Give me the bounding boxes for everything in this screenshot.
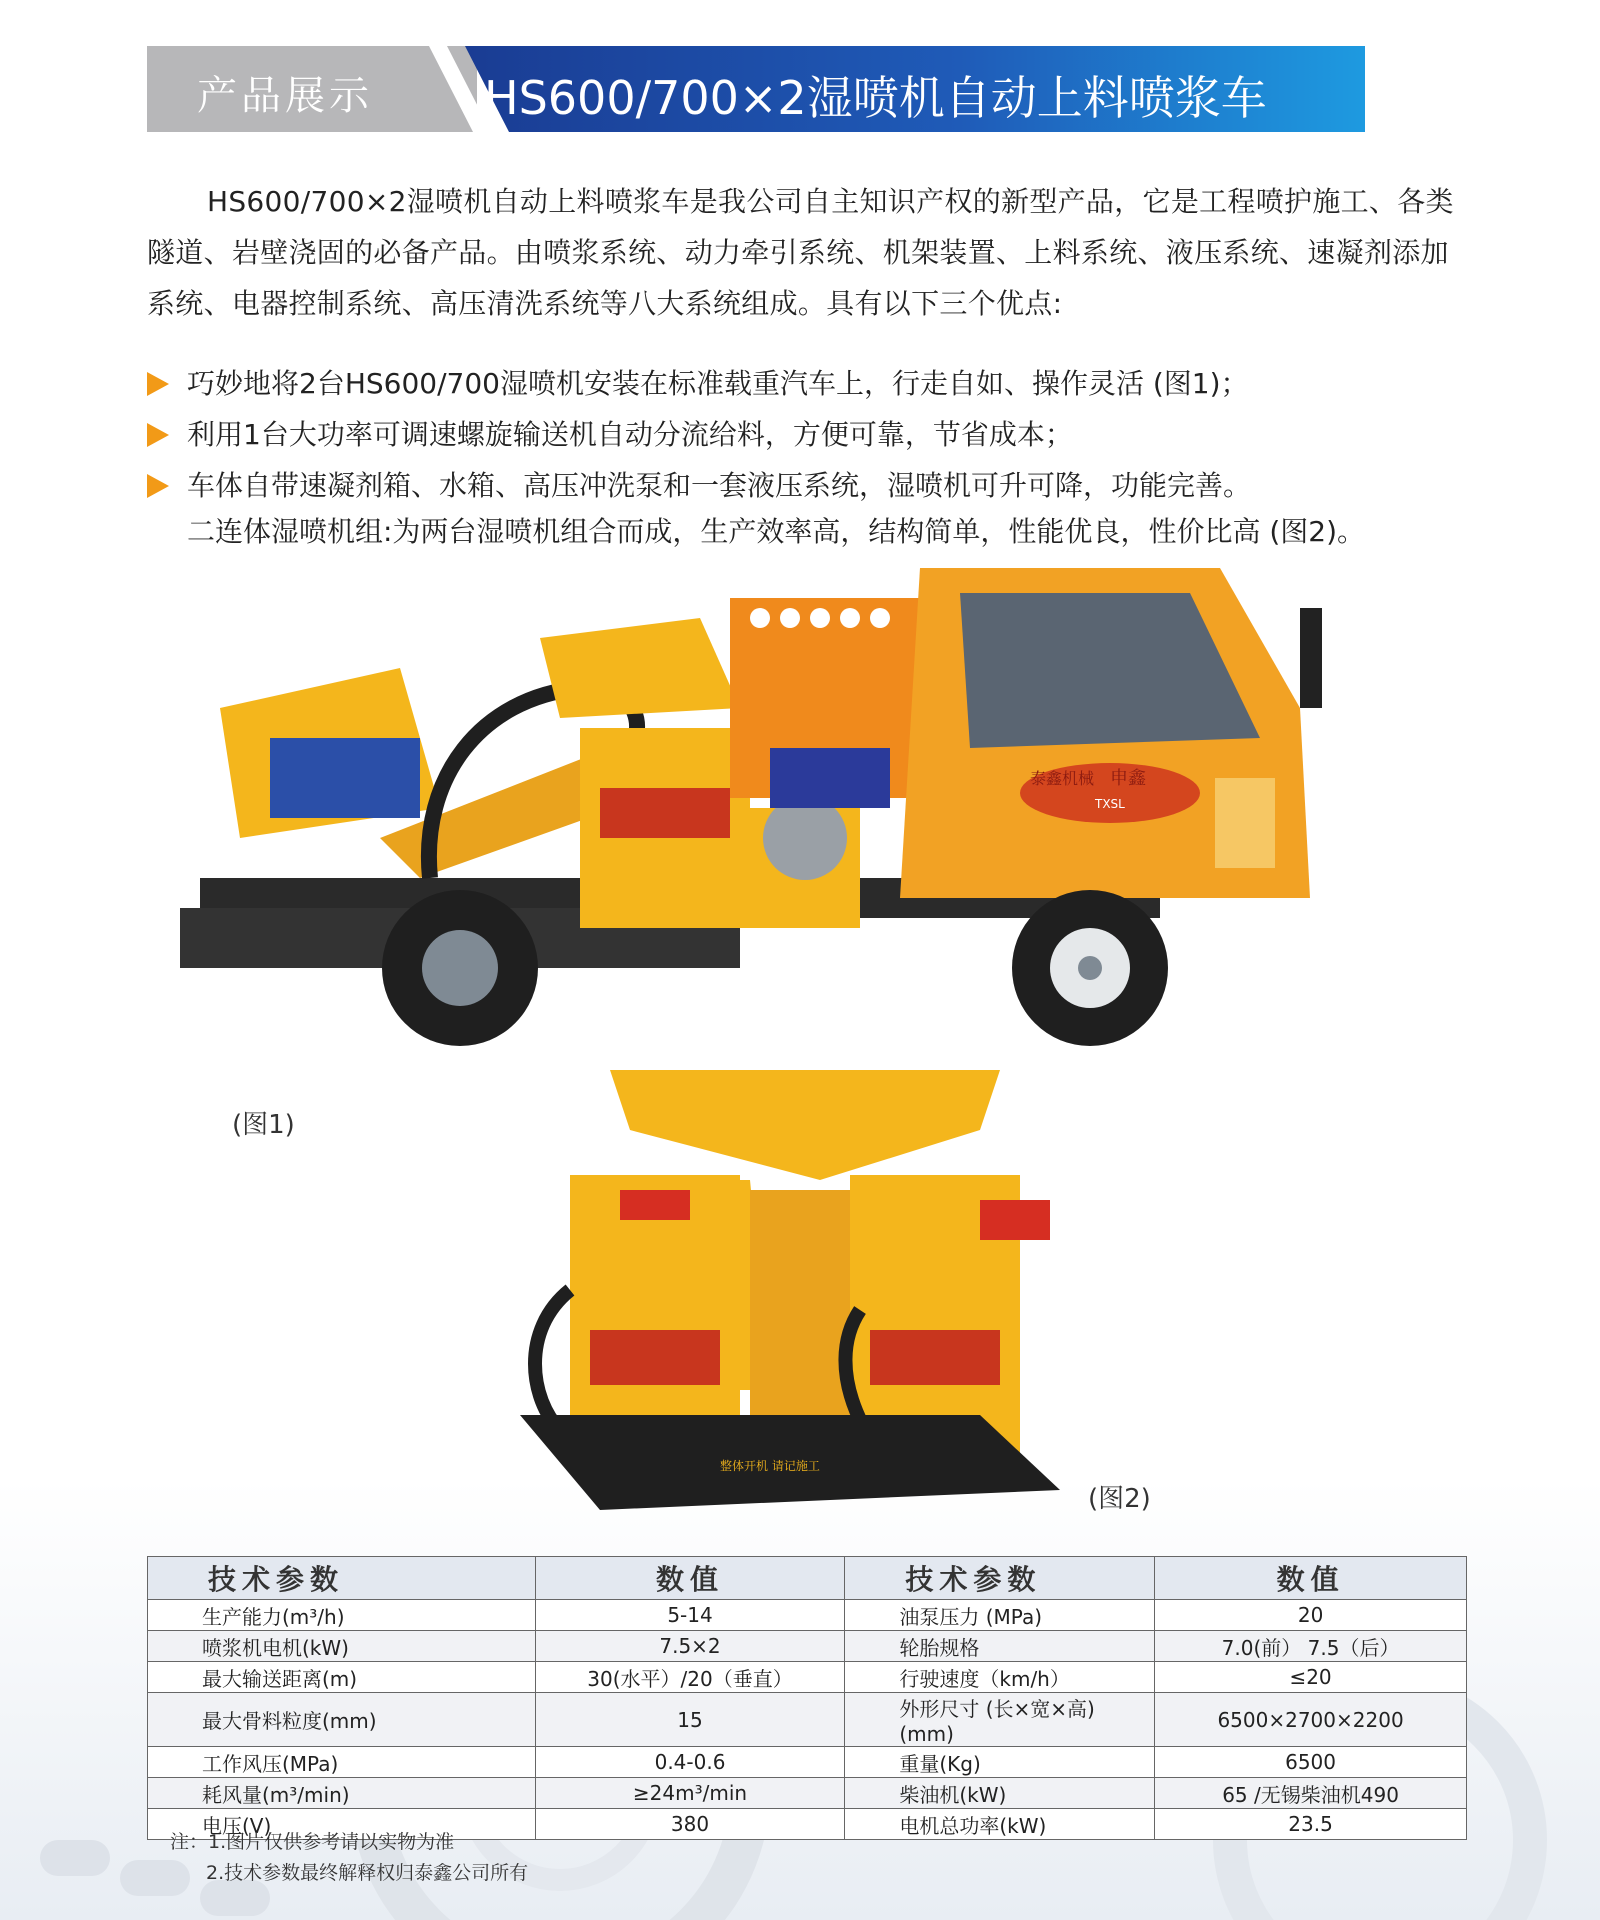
twin-top-hopper	[610, 1070, 1000, 1180]
param-value: 23.5	[1155, 1809, 1467, 1840]
table-row	[148, 1778, 1467, 1809]
param-name: 电压(V)	[148, 1809, 536, 1840]
table-row	[148, 1631, 1467, 1662]
param-name: 外形尺寸 (长×宽×高) (mm)	[845, 1693, 1155, 1747]
twin-left-vibrator	[620, 1190, 690, 1220]
param-value: 6500	[1155, 1747, 1467, 1778]
table-row	[148, 1662, 1467, 1693]
truck-sprayer-hopper	[540, 618, 740, 718]
table-row	[148, 1747, 1467, 1778]
param-value: 6500×2700×2200	[1155, 1693, 1467, 1747]
param-name: 耗风量(m³/min)	[148, 1778, 536, 1809]
param-name: 最大骨料粒度(mm)	[148, 1693, 536, 1747]
twin-right-vibrator	[980, 1200, 1050, 1240]
footnote-2: 2.技术参数最终解释权归泰鑫公司所有	[206, 1862, 529, 1884]
table-row	[148, 1693, 1467, 1747]
param-name: 生产能力(m³/h)	[148, 1600, 536, 1631]
figure-2-twin-wet-spray-unit	[520, 1070, 1100, 1550]
header-banner	[147, 46, 1365, 132]
twin-center-tank	[750, 1190, 850, 1430]
twin-left-rotor	[590, 1330, 720, 1385]
bullet-text: 巧妙地将2台HS600/700湿喷机安装在标准载重汽车上，行走自如、操作灵活 (图1)；	[187, 367, 1249, 400]
bullet-triangle-icon	[147, 474, 169, 498]
param-name: 轮胎规格	[845, 1631, 1155, 1662]
advantages-list	[147, 358, 1477, 553]
list-item	[147, 460, 1477, 511]
table-header-value: 数值	[535, 1557, 845, 1600]
param-value: 7.0(前） 7.5（后）	[1155, 1631, 1467, 1662]
section-label: 产品展示	[197, 73, 373, 119]
footnotes	[170, 1827, 528, 1889]
figure-2-caption: (图2)	[1088, 1484, 1151, 1514]
bullet-continuation-text: 二连体湿喷机组:为两台湿喷机组合而成，生产效率高，结构简单，性能优良，性价比高 (图2)。	[187, 515, 1366, 548]
param-name: 油泵压力 (MPa)	[845, 1600, 1155, 1631]
truck-hopper-motor	[270, 738, 420, 818]
param-value: 65 /无锡柴油机490	[1155, 1778, 1467, 1809]
truck-headlight	[1215, 778, 1275, 868]
truck-sprayer-rotor	[600, 788, 730, 838]
figure-1-shotcrete-truck	[180, 548, 1460, 1088]
twin-right-rotor	[870, 1330, 1000, 1385]
truck-hydraulic-tank	[770, 748, 890, 808]
bullet-text: 利用1台大功率可调速螺旋输送机自动分流给料，方便可靠，节省成本；	[187, 418, 1073, 451]
param-name: 重量(Kg)	[845, 1747, 1155, 1778]
param-value: ≤20	[1155, 1662, 1467, 1693]
param-name: 柴油机(kW)	[845, 1778, 1155, 1809]
param-name: 电机总功率(kW)	[845, 1809, 1155, 1840]
technical-parameters-table	[147, 1556, 1467, 1840]
param-value: 30(水平）/20（垂直）	[535, 1662, 845, 1693]
page-title: HS600/700×2湿喷机自动上料喷浆车	[484, 71, 1267, 125]
truck-door-logo-text: TXSL	[1095, 797, 1125, 811]
param-value: 0.4-0.6	[535, 1747, 845, 1778]
table-row	[148, 1600, 1467, 1631]
param-name: 行驶速度（km/h）	[845, 1662, 1155, 1693]
list-item	[147, 409, 1477, 460]
table-header-value: 数值	[1155, 1557, 1467, 1600]
table-header-param: 技术参数	[148, 1557, 536, 1600]
list-item	[147, 358, 1477, 409]
twin-frame-text: 整体开机 请记施工	[720, 1459, 820, 1473]
twin-left-hose	[535, 1290, 570, 1430]
param-value: 15	[535, 1693, 845, 1747]
bullet-triangle-icon	[147, 423, 169, 447]
table-header-row	[148, 1557, 1467, 1600]
truck-mirror	[1300, 608, 1322, 708]
bullet-text: 车体自带速凝剂箱、水箱、高压冲洗泵和一套液压系统，湿喷机可升可降，功能完善。	[187, 469, 1252, 502]
truck-sprayer-motor	[763, 796, 847, 880]
param-value: ≥24m³/min	[535, 1778, 845, 1809]
table-header-param: 技术参数	[845, 1557, 1155, 1600]
param-name: 工作风压(MPa)	[148, 1747, 536, 1778]
truck-door-company-text: 泰鑫机械	[1030, 769, 1095, 788]
param-name: 最大输送距离(m)	[148, 1662, 536, 1693]
figure-1-caption: (图1)	[232, 1110, 295, 1140]
footnote-1: 注：1.图片仅供参考请以实物为准	[170, 1831, 455, 1853]
param-name: 喷浆机电机(kW)	[148, 1631, 536, 1662]
param-value: 20	[1155, 1600, 1467, 1631]
intro-paragraph: HS600/700×2湿喷机自动上料喷浆车是我公司自主知识产权的新型产品，它是工程喷护施工、各类隧道、岩壁浇固的必备产品。由喷浆系统、动力牵引系统、机架装置、上料系统、液压系统、速凝剂添加系统、电器控制系统、高压清洗系统等八大系统组成。具有以下三个优点:	[147, 185, 1454, 320]
bullet-triangle-icon	[147, 372, 169, 396]
param-value: 5-14	[535, 1600, 845, 1631]
param-value: 7.5×2	[535, 1631, 845, 1662]
param-value: 380	[535, 1809, 845, 1840]
truck-door-brand-text: 申鑫	[1110, 768, 1146, 789]
